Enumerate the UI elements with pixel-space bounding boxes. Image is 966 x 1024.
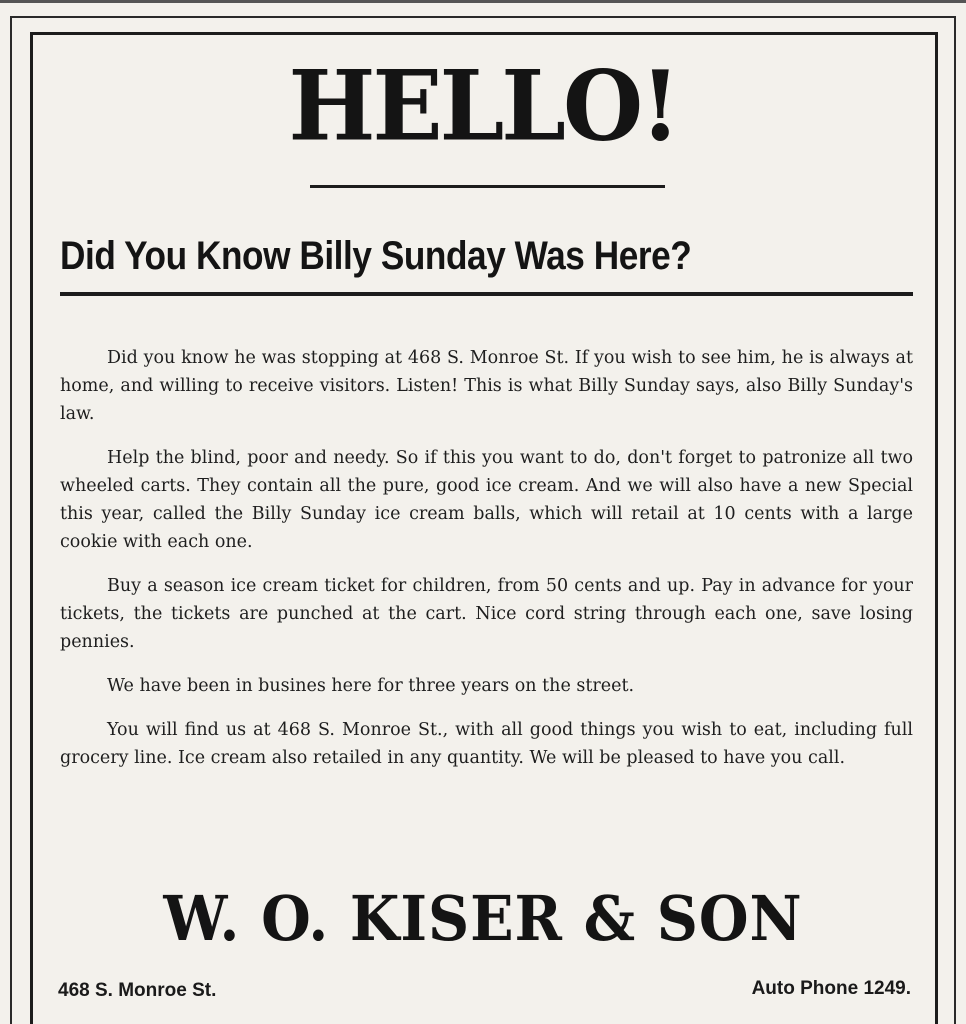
subheadline-underline [60, 292, 913, 296]
paragraph-2: Help the blind, poor and needy. So if this you want to do, don't forget to patronize all two wheeled carts. They contain all the pure, good ice cream. And we will also have a new Special this year, called the Billy Sunday ice cream balls, which will retail at 10 cents with a large cookie with each one. [60, 448, 913, 552]
business-address: 468 S. Monroe St. [58, 980, 217, 1001]
ad-body [60, 344, 913, 788]
top-rule [0, 0, 966, 3]
subheadline: Did You Know Billy Sunday Was Here? [60, 234, 692, 278]
paragraph-1: Did you know he was stopping at 468 S. Monroe St. If you wish to see him, he is always at home, and willing to receive visitors. Listen! This is what Billy Sunday says, also Billy Sunday's law. [60, 348, 913, 424]
paragraph-4: We have been in busines here for three years on the street. [107, 676, 635, 696]
headline-underline [310, 185, 665, 188]
paragraph-3: Buy a season ice cream ticket for children, from 50 cents and up. Pay in advance for your tickets, the tickets are punched at the cart. Nice cord string through each one, save losing pennies. [60, 576, 913, 652]
paragraph-5: You will find us at 468 S. Monroe St., with all good things you wish to eat, including full grocery line. Ice cream also retailed in any quantity. We will be pleased to have you call. [60, 720, 913, 768]
headline: HELLO! [288, 49, 678, 163]
business-phone: Auto Phone 1249. [751, 978, 911, 999]
business-name: W. O. KISER & SON [163, 882, 803, 955]
